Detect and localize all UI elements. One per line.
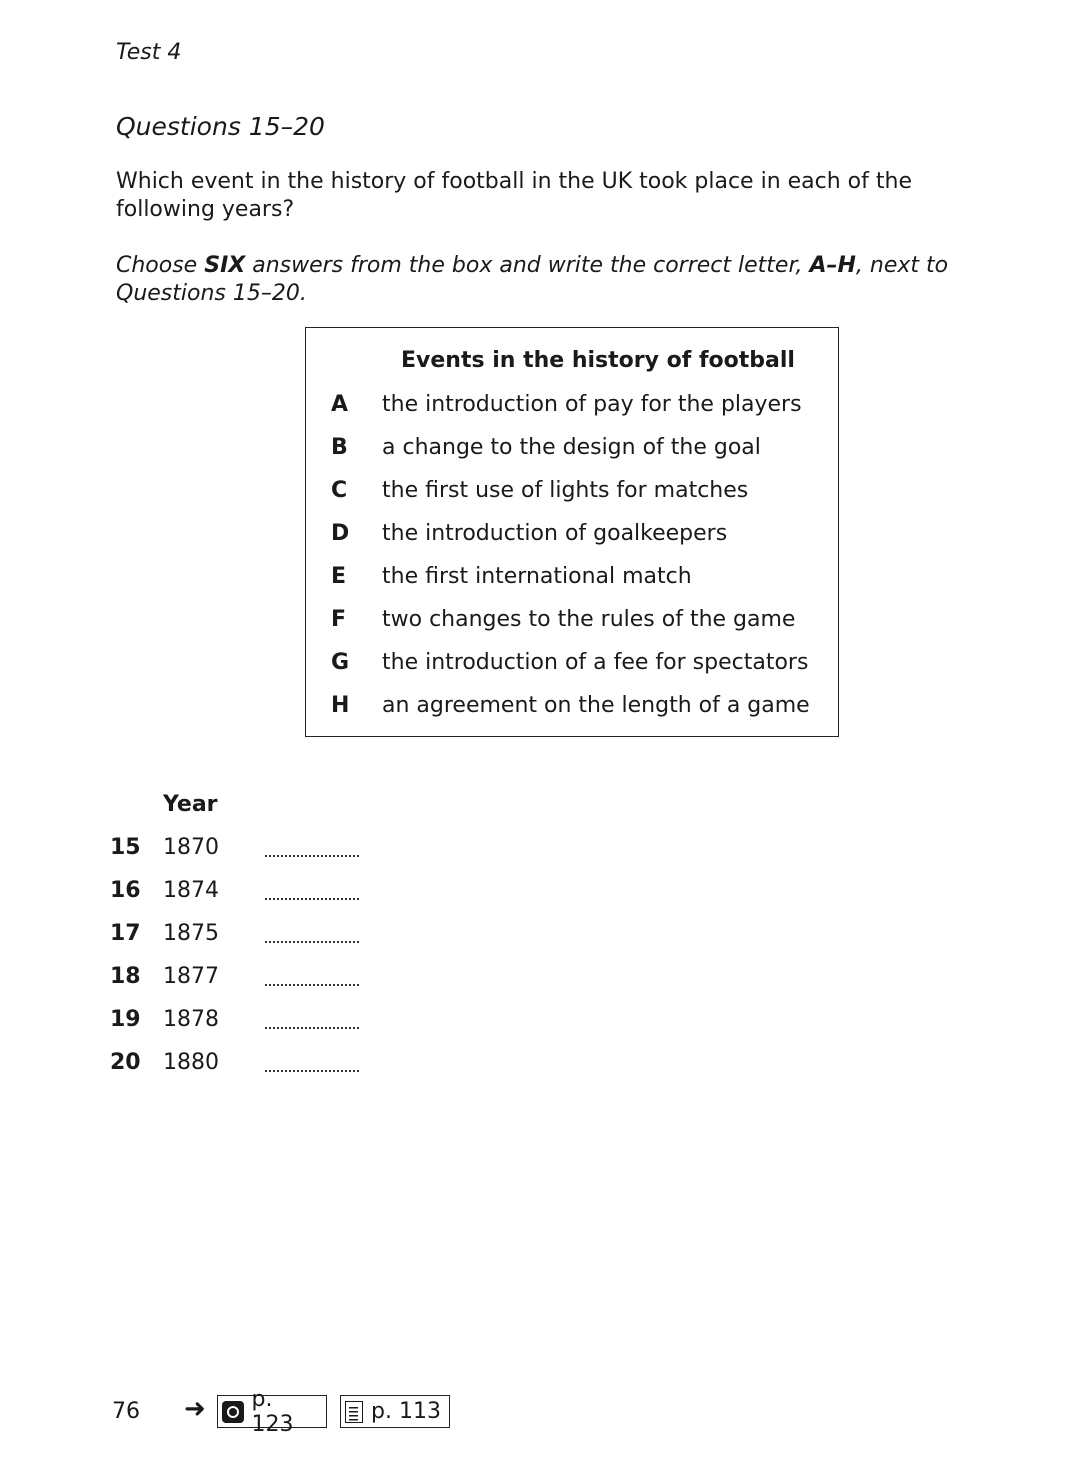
option-text: the introduction of goalkeepers (382, 521, 728, 546)
cd-icon (222, 1401, 244, 1423)
events-box (305, 327, 839, 737)
question-year: 1877 (163, 964, 219, 989)
instructions-text-1: Choose (116, 253, 205, 278)
audio-reference-label: p. 123 (251, 1386, 294, 1437)
document-icon (345, 1401, 363, 1423)
questions-title: Questions 15–20 (116, 112, 325, 141)
option-text: the first international match (382, 564, 692, 589)
question-year: 1875 (163, 921, 219, 946)
answer-blank[interactable] (265, 1070, 359, 1072)
option-letter: D (331, 521, 350, 546)
question-year: 1880 (163, 1050, 219, 1075)
section-header: Test 4 (116, 40, 182, 65)
option-letter: H (331, 693, 350, 718)
option-letter: G (331, 650, 350, 675)
instructions-bold-range: A–H (809, 253, 856, 278)
transcript-reference-label: p. 113 (371, 1399, 441, 1424)
option-text: the introduction of a fee for spectators (382, 650, 809, 675)
option-text: two changes to the rules of the game (382, 607, 796, 632)
option-letter: A (331, 392, 349, 417)
question-year: 1878 (163, 1007, 219, 1032)
option-letter: B (331, 435, 348, 460)
answer-blank[interactable] (265, 1027, 359, 1029)
question-prompt: Which event in the history of football in the UK took place in each of the following years? (116, 169, 912, 222)
instructions-text-3: , next to Questions 15–20. (116, 253, 949, 306)
option-text: an agreement on the length of a game (382, 693, 810, 718)
instructions-bold-count: SIX (204, 253, 246, 278)
option-text: the introduction of pay for the players (382, 392, 802, 417)
answer-blank[interactable] (265, 855, 359, 857)
answer-blank[interactable] (265, 898, 359, 900)
option-letter: F (331, 607, 347, 632)
question-year: 1870 (163, 835, 219, 860)
option-text: a change to the design of the goal (382, 435, 761, 460)
question-number: 17 (110, 921, 141, 946)
transcript-reference[interactable] (340, 1395, 450, 1428)
question-number: 16 (110, 878, 141, 903)
events-box-title: Events in the history of football (401, 348, 795, 373)
question-number: 18 (110, 964, 141, 989)
answer-blank[interactable] (265, 984, 359, 986)
instructions (116, 252, 1016, 308)
question-number: 20 (110, 1050, 141, 1075)
page-number: 76 (112, 1399, 140, 1424)
option-letter: E (331, 564, 347, 589)
answer-blank[interactable] (265, 941, 359, 943)
option-text: the first use of lights for matches (382, 478, 749, 503)
instructions-text-2: answers from the box and write the correct letter, (245, 253, 810, 278)
arrow-right-icon: ➜ (184, 1394, 206, 1424)
question-number: 15 (110, 835, 141, 860)
year-column-header: Year (163, 792, 218, 817)
question-year: 1874 (163, 878, 219, 903)
question-number: 19 (110, 1007, 141, 1032)
audio-reference[interactable] (217, 1386, 327, 1437)
option-letter: C (331, 478, 348, 503)
